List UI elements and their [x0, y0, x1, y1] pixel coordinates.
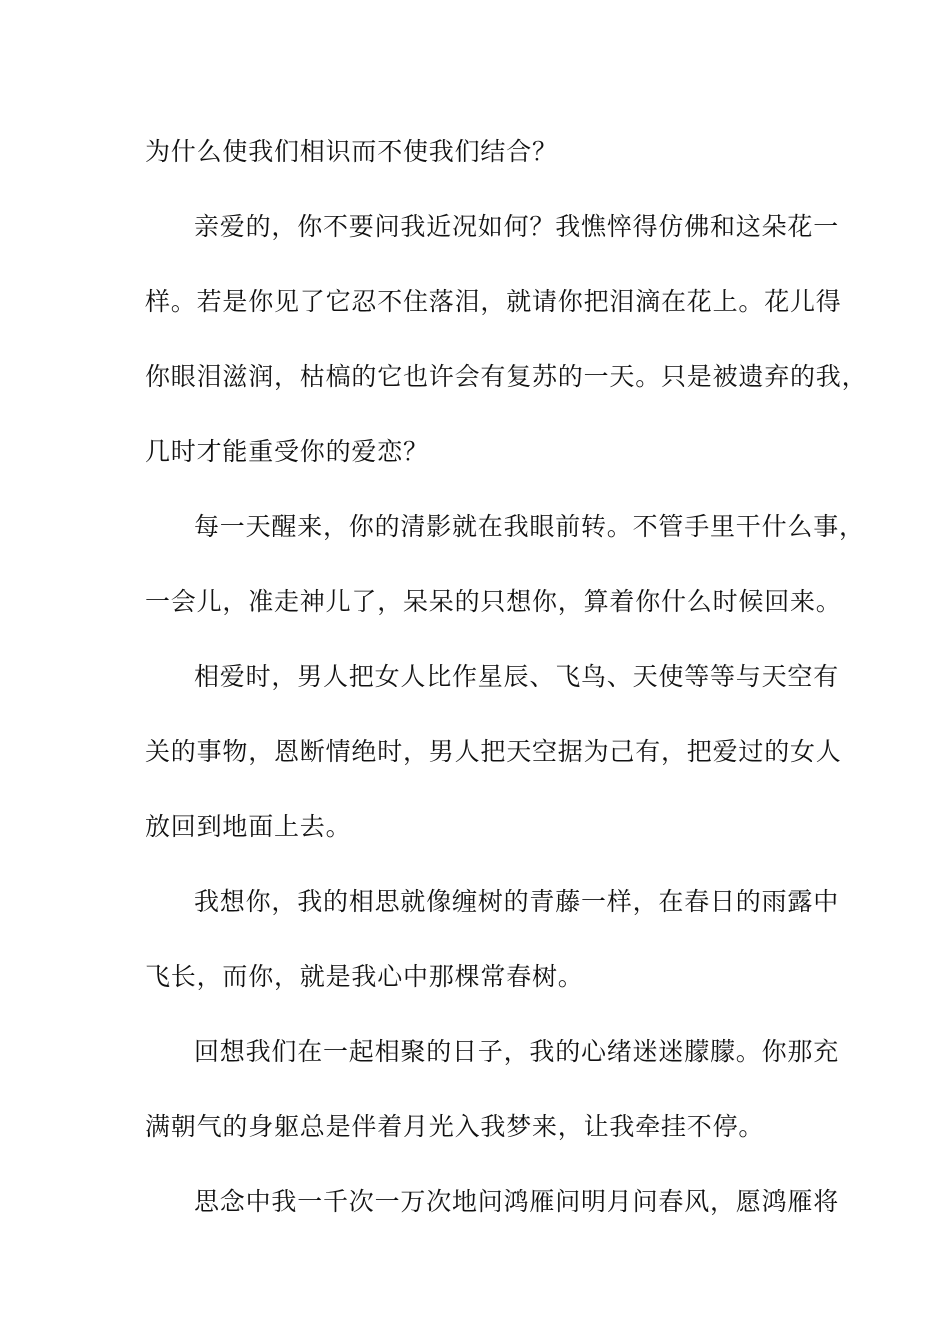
text-line: 我想你，我的相思就像缠树的青藤一样，在春日的雨露中 [194, 887, 840, 916]
text-line: 满朝气的身躯总是伴着月光入我梦来，让我牵挂不停。 [145, 1112, 765, 1141]
text-line: 一会儿，准走神儿了，呆呆的只想你，算着你什么时候回来。 [145, 587, 842, 616]
text-line: 样。若是你见了它忍不住落泪，就请你把泪滴在花上。花儿得 [145, 287, 842, 316]
text-line: 放回到地面上去。 [145, 812, 352, 841]
text-line: 为什么使我们相识而不使我们结合？ [145, 137, 558, 166]
text-line: 飞长，而你，就是我心中那棵常春树。 [145, 962, 584, 991]
text-line: 你眼泪滋润，枯槁的它也许会有复苏的一天。只是被遗弃的我， [145, 362, 868, 391]
text-line: 每一天醒来，你的清影就在我眼前转。不管手里干什么事， [194, 512, 865, 541]
text-line: 相爱时，男人把女人比作星辰、飞鸟、天使等等与天空有 [194, 662, 840, 691]
text-line: 几时才能重受你的爱恋？ [145, 437, 429, 466]
text-line: 回想我们在一起相聚的日子，我的心绪迷迷朦朦。你那充 [194, 1037, 840, 1066]
text-line: 思念中我一千次一万次地问鸿雁问明月问春风，愿鸿雁将 [194, 1187, 840, 1216]
text-line: 关的事物，恩断情绝时，男人把天空据为己有，把爱过的女人 [145, 737, 842, 766]
text-line: 亲爱的，你不要问我近况如何？我憔悴得仿佛和这朵花一 [194, 212, 840, 241]
